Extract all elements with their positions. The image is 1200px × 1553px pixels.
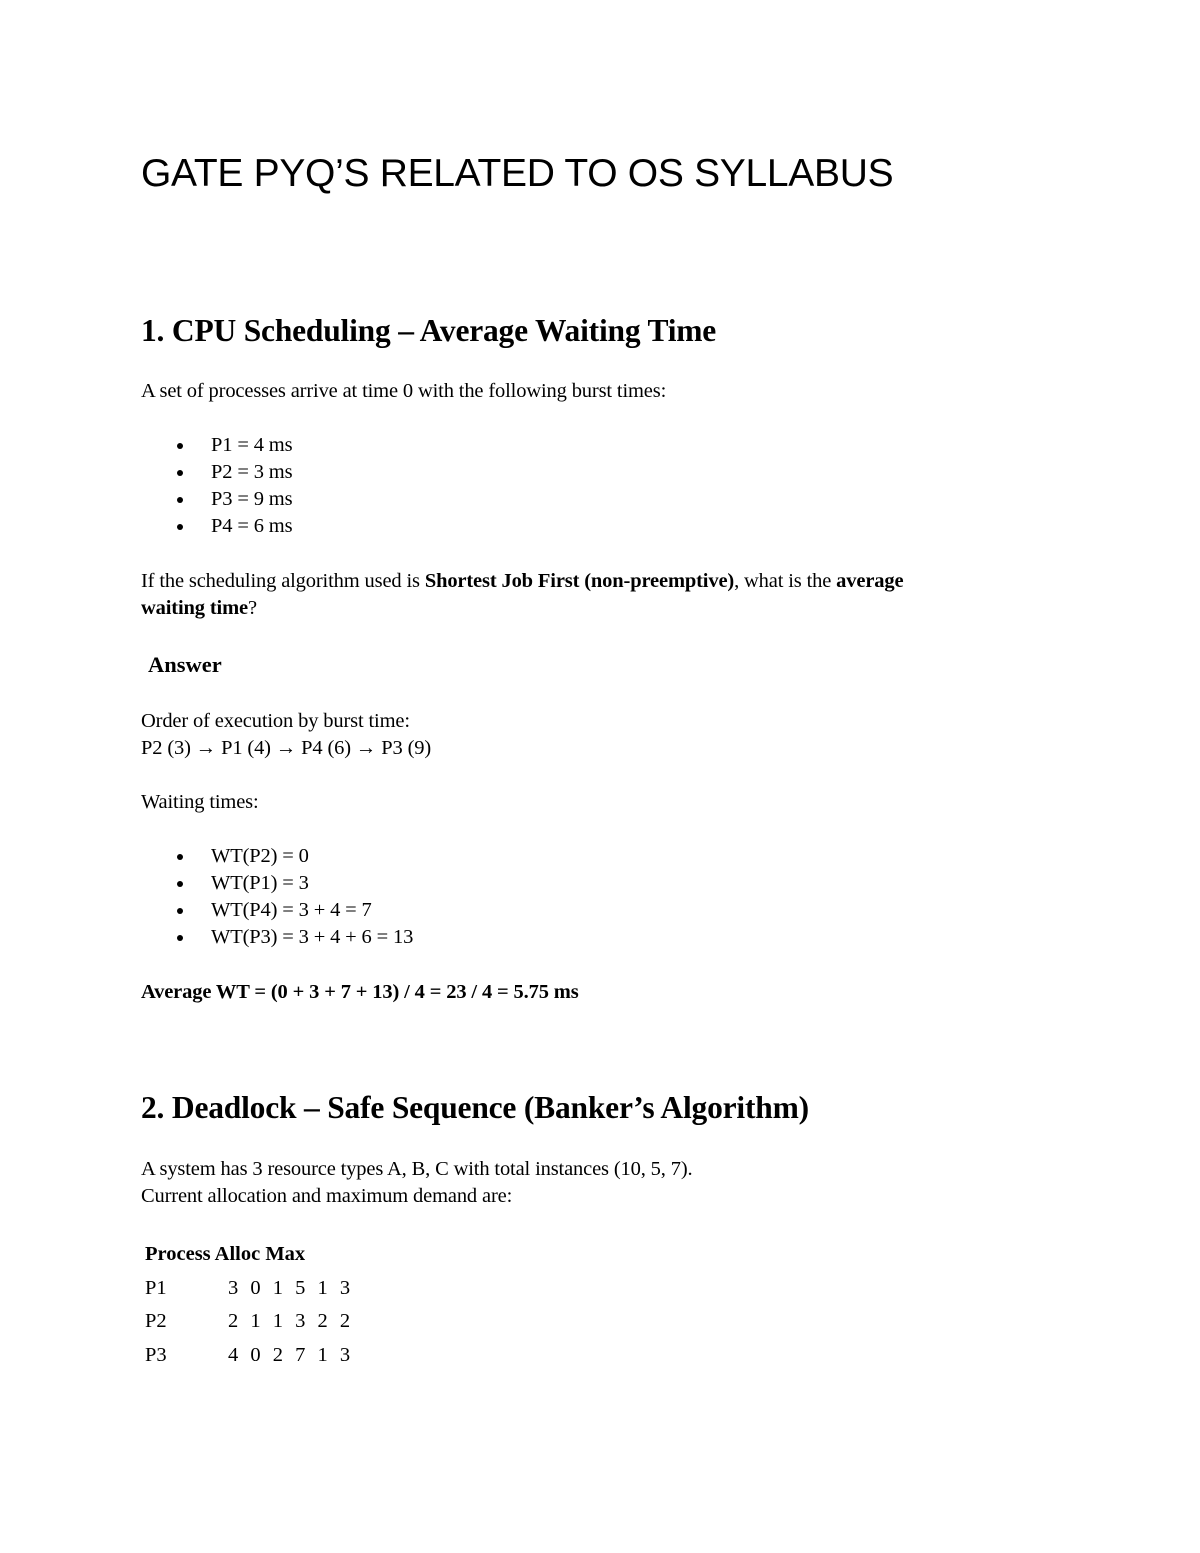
process-cell: P1 bbox=[145, 1276, 167, 1299]
question-text: If the scheduling algorithm used is bbox=[141, 570, 425, 592]
list-item: P1 = 4 ms bbox=[141, 432, 292, 459]
values-cell: 3 0 1 5 1 3 bbox=[228, 1276, 354, 1299]
question-text: ? bbox=[247, 597, 257, 619]
values-cell: 4 0 2 7 1 3 bbox=[228, 1343, 354, 1366]
document-title: GATE PYQ’S RELATED TO OS SYLLABUS bbox=[141, 152, 894, 195]
table-header-text: Process Alloc Max bbox=[145, 1243, 306, 1265]
average-waiting-time: Average WT = (0 + 3 + 7 + 13) / 4 = 23 / 4 = 5.75 ms bbox=[141, 981, 579, 1003]
section-2-heading: 2. Deadlock – Safe Sequence (Banker’s Algorithm) bbox=[141, 1090, 809, 1125]
list-item: WT(P1) = 3 bbox=[141, 870, 413, 897]
values-cell: 2 1 1 3 2 2 bbox=[228, 1310, 354, 1332]
section-1-intro: A set of processes arrive at time 0 with the following burst times: bbox=[141, 380, 667, 402]
process-cell: P2 bbox=[145, 1310, 167, 1332]
question-emphasis: average bbox=[836, 570, 904, 592]
answer-heading: Answer bbox=[148, 652, 222, 677]
list-item: WT(P3) = 3 + 4 + 6 = 13 bbox=[141, 924, 413, 951]
question-text: , what is the bbox=[734, 570, 837, 592]
execution-order: P2 (3) → P1 (4) → P4 (6) → P3 (9) bbox=[141, 737, 432, 759]
process-cell: P3 bbox=[145, 1343, 167, 1366]
list-item: WT(P4) = 3 + 4 = 7 bbox=[141, 897, 413, 924]
waiting-times-label: Waiting times: bbox=[141, 791, 259, 813]
algorithm-name: Shortest Job First (non-preemptive) bbox=[424, 570, 735, 592]
waiting-time-list bbox=[141, 843, 413, 951]
question-emphasis: waiting time bbox=[141, 597, 248, 619]
list-item: P3 = 9 ms bbox=[141, 486, 292, 513]
list-item: P2 = 3 ms bbox=[141, 459, 292, 486]
section-2-line-2: Current allocation and maximum demand are: bbox=[141, 1185, 513, 1207]
list-item: WT(P2) = 0 bbox=[141, 843, 413, 870]
order-label: Order of execution by burst time: bbox=[141, 710, 410, 732]
section-2-line-1: A system has 3 resource types A, B, C with total instances (10, 5, 7). bbox=[141, 1158, 693, 1180]
question-paragraph bbox=[141, 568, 1041, 622]
burst-time-list bbox=[141, 432, 292, 540]
section-1-heading: 1. CPU Scheduling – Average Waiting Time bbox=[141, 313, 717, 348]
list-item: P4 = 6 ms bbox=[141, 513, 292, 540]
